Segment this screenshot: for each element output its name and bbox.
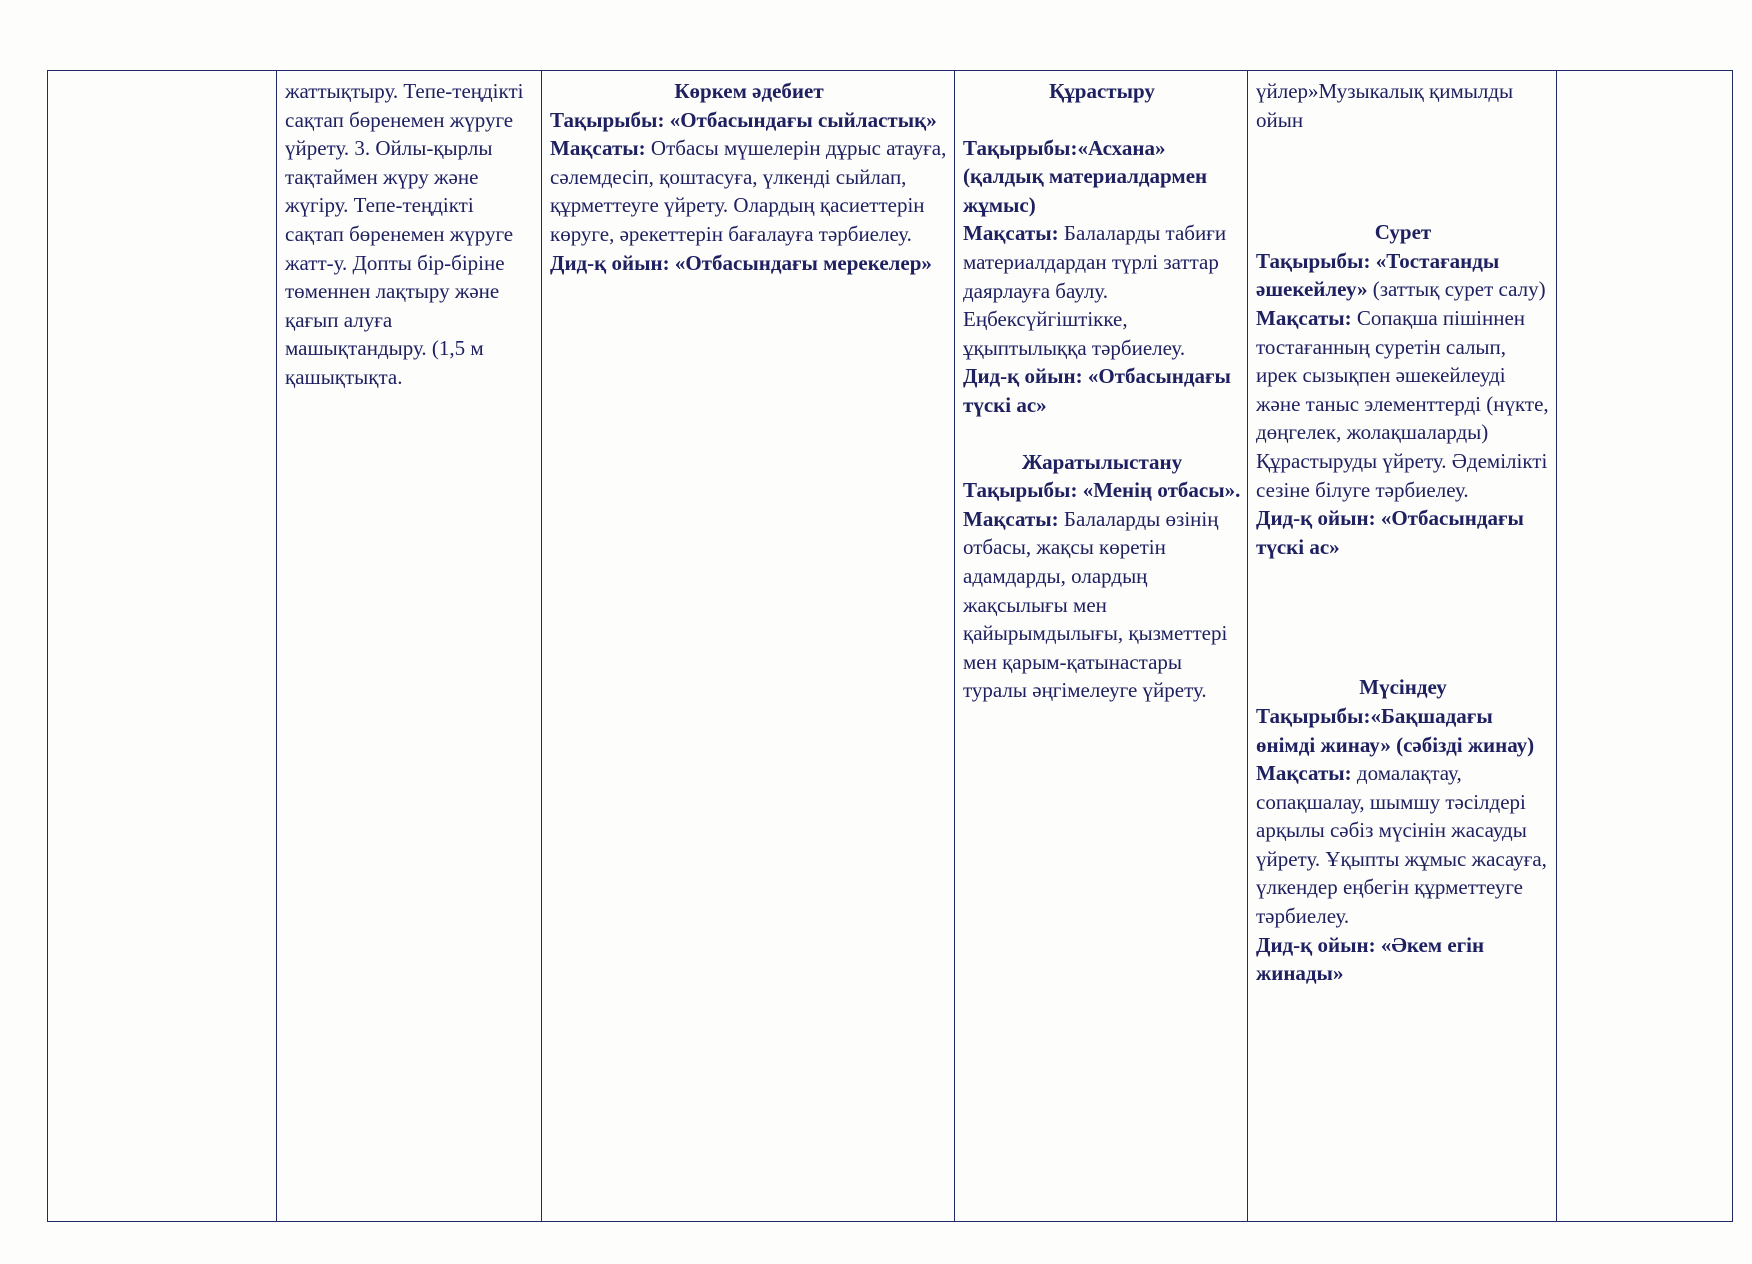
- construction-didactic-game: Дид-қ ойын: «Отбасындағы түскі ас»: [963, 364, 1231, 417]
- nature-goal: [963, 507, 1227, 703]
- literature-topic: Тақырыбы: «Отбасындағы сыйластық»: [550, 107, 937, 132]
- goal-label: Мақсаты:: [550, 136, 646, 161]
- literature-didactic-game: Дид-қ ойын: «Отбасындағы мерекелер»: [550, 250, 932, 275]
- goal-label: Мақсаты:: [963, 221, 1059, 246]
- empty-cell: [1557, 71, 1733, 1222]
- goal-text: Балаларды өзінің отбасы, жақсы көретін адамдарды, олардың жақсылығы мен қайырымдылығы, қызметтері мен қарым-қатынастары туралы әңгімелеуге үйрету.: [963, 506, 1228, 703]
- goal-text: Отбасы мүшелерін дұрыс атауға, сәлемдесіп, қоштасуға, үлкенді сыйлап, құрметтеуге үйрету. Олардың қасиеттерін көруге, әрекеттерін бағалауға тәрбиелеу.: [550, 136, 947, 246]
- music-game-text: үйлер»Музыкалық қимылды ойын: [1256, 79, 1514, 132]
- table-row: [48, 71, 1733, 1222]
- physical-education-text: жаттықтыру. Тепе-теңдікті сақтап бөренемен жүруге үйрету. 3. Ойлы-қырлы тақтаймен жүру және жүгіру. Тепе-теңдікті сақтап бөренемен жүруге жатт-у. Допты бір-біріне төменнен лақтыру және қағып алуға машықтандыру. (1,5 м қашықтықта.: [285, 79, 524, 389]
- literature-goal: [550, 136, 946, 246]
- modeling-didactic-game: Дид-қ ойын: «Әкем егін жинады»: [1256, 932, 1485, 986]
- drawing-heading: Сурет: [1374, 220, 1432, 245]
- goal-text: домалақтау, сопақшалау, шымшу тәсілдері арқылы сәбіз мүсінін жасауды үйрету. Ұқыпты жұмыс жасауға, үлкендер еңбегін құрметтеуге тәрбиелеу.: [1256, 761, 1547, 929]
- drawing-modeling-cell: [1248, 71, 1557, 1222]
- construction-goal: [963, 221, 1226, 359]
- literature-heading: Көркем әдебиет: [674, 79, 824, 103]
- drawing-goal: [1256, 304, 1550, 504]
- modeling-topic: Тақырыбы:«Бақшадағы өнімді жинау» (сәбізді жинау): [1256, 703, 1535, 757]
- drawing-topic-note: (заттық сурет салу): [1367, 277, 1546, 302]
- drawing-didactic-game: Дид-қ ойын: «Отбасындағы түскі ас»: [1256, 506, 1524, 559]
- drawing-topic-title: Тақырыбы: «Тостағанды әшекейлеу»: [1256, 248, 1500, 302]
- construction-nature-cell: [955, 71, 1248, 1222]
- lesson-plan-table: [47, 70, 1733, 1222]
- drawing-topic: [1256, 249, 1546, 302]
- modeling-goal: [1256, 759, 1550, 931]
- modeling-heading: Мүсіндеу: [1359, 675, 1447, 700]
- goal-text: Балаларды табиғи материалдардан түрлі заттар даярлауға баулу. Еңбексүйгіштікке, ұқыптылыққа тәрбиелеу.: [963, 221, 1227, 360]
- construction-topic: Тақырыбы:«Асхана» (қалдық материалдармен жұмыс): [963, 135, 1208, 217]
- goal-label: Мақсаты:: [1256, 761, 1352, 786]
- physical-education-cell: [277, 71, 542, 1222]
- nature-heading: Жаратылыстану: [1021, 449, 1183, 474]
- goal-label: Мақсаты:: [1256, 305, 1352, 330]
- construction-heading: Құрастыру: [1049, 79, 1155, 103]
- nature-topic: Тақырыбы: «Менің отбасы».: [963, 478, 1241, 503]
- empty-cell: [48, 71, 277, 1222]
- literature-cell: [542, 71, 955, 1222]
- goal-text: Сопақша пішіннен тостағанның суретін салып, ирек сызықпен әшекейлеуді және таныс элементтерді (нүкте, дөңгелек, жолақшаларды) Құрастыруды үйрету. Әдемілікті сезіне білуге тәрбиелеу.: [1256, 305, 1549, 502]
- goal-label: Мақсаты:: [963, 506, 1059, 531]
